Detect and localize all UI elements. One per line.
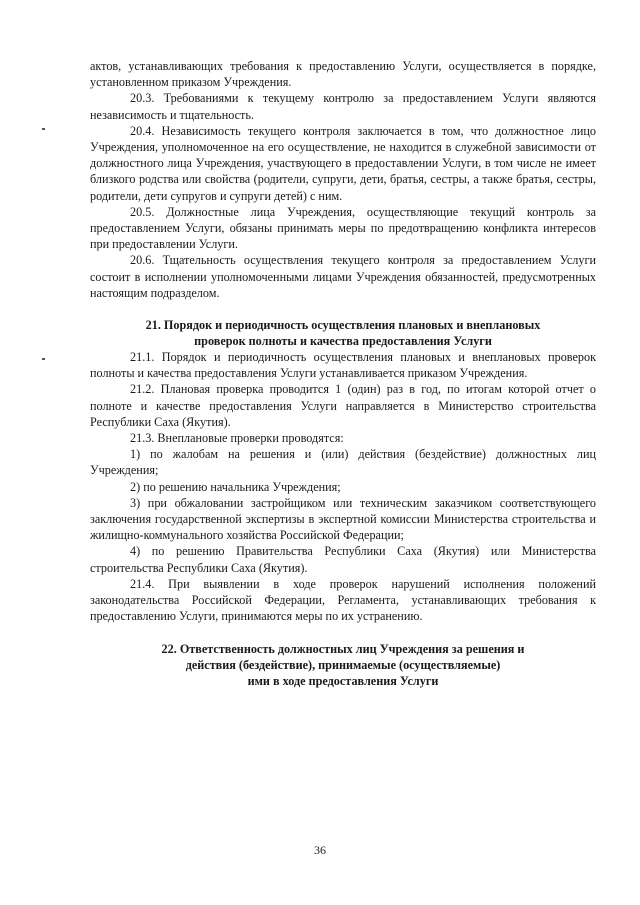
section-22-heading — [90, 641, 596, 689]
section-22-heading-line3: ими в ходе предоставления Услуги — [247, 673, 439, 688]
paragraph-21-4: 21.4. При выявлении в ходе проверок нарушений исполнения положений законодательства Российской Федерации, Регламента, устанавливающих требования к предоставлению Услуги, принимаются меры по их устранению. — [90, 576, 596, 624]
paragraph-21-3: 21.3. Внеплановые проверки проводятся: — [130, 431, 344, 446]
page-number: 36 — [314, 843, 326, 857]
paragraph-20-3: 20.3. Требованиями к текущему контролю за предоставлением Услуги являются независимость и тщательность. — [90, 91, 596, 122]
list-item-3: 3) при обжаловании застройщиком или техническим заказчиком соответствующего заключения государственной экспертизы в экспертной комиссии Министерства строительства и жилищно-коммунального хозяйства Российской Федерации; — [90, 495, 596, 543]
section-22-heading-line2: действия (бездействие), принимаемые (осуществляемые) — [185, 657, 501, 672]
paragraph-20-2-end: актов, устанавливающих требования к предоставлению Услуги, осуществляется в порядке, установленном приказом Учреждения. — [90, 59, 596, 90]
section-21-heading-line2: проверок полноты и качества предоставления Услуги — [194, 334, 492, 349]
section-22-heading-line1: 22. Ответственность должностных лиц Учреждения за решения и — [161, 641, 525, 656]
scan-mark — [42, 358, 45, 360]
list-item-2: 2) по решению начальника Учреждения; — [130, 479, 341, 494]
paragraph-20-6: 20.6. Тщательность осуществления текущего контроля за предоставлением Услуги состоит в исполнении уполномоченными лицами Учреждения обязанностей, предусмотренных настоящим подразделом. — [90, 253, 596, 300]
list-item-4: 4) по решению Правительства Республики Саха (Якутия) или Министерства строительства Республики Саха (Якутия). — [90, 544, 596, 575]
section-21-heading — [90, 317, 596, 349]
document-page — [90, 58, 596, 689]
paragraph-21-1: 21.1. Порядок и периодичность осуществления плановых и внеплановых проверок полноты и качества предоставления Услуги устанавливается приказом Учреждения. — [90, 350, 596, 381]
list-item-1: 1) по жалобам на решения и (или) действия (бездействие) должностных лиц Учреждения; — [90, 447, 596, 478]
paragraph-20-5: 20.5. Должностные лица Учреждения, осуществляющие текущий контроль за предоставлением Услуги, обязаны принимать меры по предотвращению конфликта интересов при предоставлении Услуги. — [90, 204, 596, 252]
section-21-heading-line1: 21. Порядок и периодичность осуществления плановых и внеплановых — [145, 318, 541, 333]
paragraph-21-2: 21.2. Плановая проверка проводится 1 (один) раз в год, по итогам которой отчет о полноте и качестве предоставления Услуги направляется в Министерство строительства Республики Саха (Якутия). — [90, 382, 596, 429]
scan-mark — [42, 128, 45, 130]
paragraph-20-4: 20.4. Независимость текущего контроля заключается в том, что должностное лицо Учреждения, уполномоченное на его осуществление, не находится в служебной зависимости от должностного лица Учреждения, участвующего в предоставлении Услуги, в том числе не имеет близкого родства или свойства (родители, супруги, дети, братья, сестры, а также братья, сестры, родители, дети супругов и супруги детей) с ним. — [90, 123, 596, 203]
